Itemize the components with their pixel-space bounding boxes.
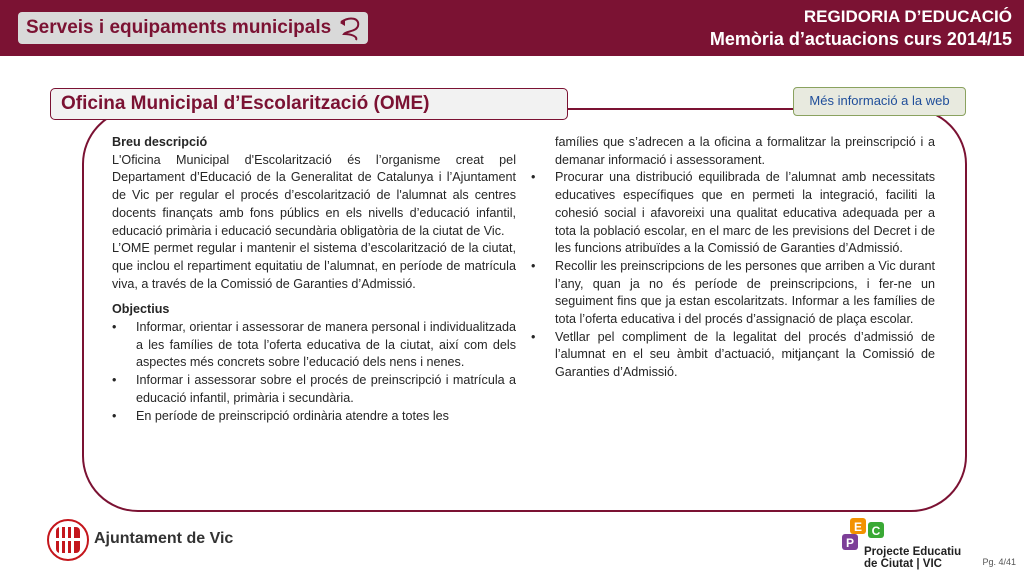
section-title: Serveis i equipaments municipals [26, 17, 332, 38]
more-info-web-button[interactable]: Més informació a la web [793, 87, 966, 116]
org-title: REGIDORIA D’EDUCACIÓ [803, 7, 1012, 26]
pec-letter-e: E [853, 520, 863, 534]
objectives-list-left [112, 319, 516, 425]
pec-letter-c: C [871, 524, 881, 538]
pec-letter-p: P [845, 536, 855, 550]
return-arrow-icon[interactable] [336, 14, 364, 42]
page-number: Pg. 4/41 [982, 557, 1016, 567]
objective-continuation: famílies que s’adrecen a la oficina a formalitzar la preinscripció i a demanar informació i assessorament. [555, 135, 935, 167]
objectives-list-right [531, 169, 935, 381]
description-paragraph-1: L'Oficina Municipal d'Escolarització és l’organisme creat pel Departament d’Educació de la Generalitat de Catalunya i l’Ajuntament de Vic per regular el procés d’escolarització de l'alumnat als centres docents finançats amb fons públics en els nivells d’educació infantil, educació primària i educació secundària obligatòria de la ciutat de Vic. [112, 152, 516, 238]
page-title: Oficina Municipal d’Escolarització (OME) [61, 93, 430, 114]
description-paragraph-2: L’OME permet regular i mantenir el sistema d’escolarització de la ciutat, que inclou el repartiment equitatiu de l’alumnat, en període de matrícula viva, a través de la Comissió de Garanties d’Admissió. [112, 241, 516, 291]
objective-item: • En període de preinscripció ordinària atendre a totes les [112, 408, 516, 426]
description-heading: Breu descripció [112, 135, 208, 149]
pec-logo-line2: de Ciutat | VIC [864, 558, 942, 570]
left-column [112, 134, 516, 425]
pec-logo-text [864, 546, 961, 570]
right-column [531, 134, 935, 382]
ajuntament-logo [46, 517, 234, 563]
objective-item: • Informar, orientar i assessorar de manera personal i individualitzada a les famílies de tota l’oferta educativa de la ciutat, així com dels aspectes més concrets sobre l’educació dels nens i nenes. [112, 319, 516, 372]
header-org-block [710, 6, 1012, 50]
ajuntament-logo-text: Ajuntament de Vic [94, 530, 234, 547]
header-bar [0, 0, 1024, 56]
objective-item: • Vetllar pel compliment de la legalitat del procés d’admissió de l’alumnat en el seu àmbit d’actuació, mitjançant la Comissió de Garanties d’Admissió. [531, 329, 935, 382]
pec-logo [838, 516, 970, 574]
page-heading-box [50, 88, 568, 120]
objective-item: • Procurar una distribució equilibrada de l’alumnat amb necessitats educatives específiques que en permeti la integració, faciliti la cohesió social i afavoreixi una qualitat educativa adequada per a tota la població escolar, en el marc de les previsions del Decret i de les funcions atribuïdes a la Comissió de Garanties d’Admissió. [531, 169, 935, 258]
section-title-box [18, 12, 368, 44]
pec-logo-line1: Projecte Educatiu [864, 546, 962, 558]
objective-item: • Informar i assessorar sobre el procés de preinscripció i matrícula a educació infantil, primària i secundària. [112, 372, 516, 407]
objective-item: • Recollir les preinscripcions de les persones que arriben a Vic durant l’any, quan ja no és període de preinscripcions, i fer-ne un seguiment fins que ja estan escolaritzats. Informar a les famílies de tota l’oferta educativa i del procés d’assignació de plaça escolar. [531, 258, 935, 329]
report-title: Memòria d’actuacions curs 2014/15 [709, 29, 1012, 49]
city-seal-icon [46, 517, 90, 563]
objectives-heading: Objectius [112, 302, 170, 317]
